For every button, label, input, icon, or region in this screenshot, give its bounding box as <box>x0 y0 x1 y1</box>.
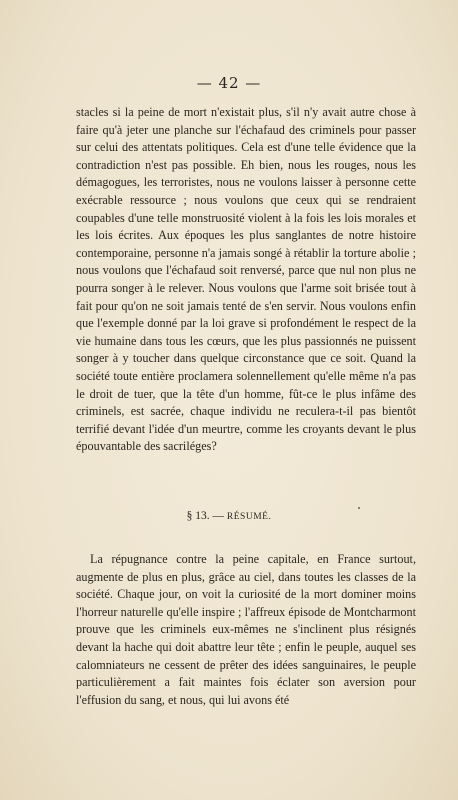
section-number: § 13. — <box>186 510 225 522</box>
ink-speck <box>358 507 360 509</box>
paragraph-resume: La répugnance contre la peine capitale, en France surtout, augmente de plus en plus, grâce au ciel, dans toutes les classes de la société. Chaque jour, on voit la curiosité de la mort dominer moins l'horreur naturelle qu'elle inspire ; l'affreux épisode de Montcharmont prouve que les criminels eux-mêmes ne s'inclinent plus résignés devant la hache qui doit abattre leur tête ; enfin le peuple, auquel ses calomniateurs ne cessent de prêter des idées sanguinaires, le peuple particulièrement a fait maintes fois éclater son aversion pour l'effusion du sang, et nous, qui lui avons été <box>76 552 416 707</box>
section-heading <box>0 510 458 522</box>
paragraph-continuation: stacles si la peine de mort n'existait plus, s'il n'y avait autre chose à faire qu'à jeter une planche sur l'échafaud des criminels pour passer sur celui des attentats politiques. Cela est d'une telle évidence que la contradiction n'est pas possible. Eh bien, nous les rouges, nous les démagogues, les terroristes, nous ne voulons laisser à personne cette exécrable ressource ; nous voulons que ceux qui se rendraient coupables d'une telle monstruosité violent à la fois les lois morales et les lois écrites. Aux époques les plus sanglantes de notre histoire contemporaine, personne n'a jamais songé à rétablir la torture abolie ; nous voulons que l'échafaud soit renversé, parce que nul non plus ne pourra songer à le relever. Nous voulons que l'arme soit brisée tout à fait pour qu'on ne soit jamais tenté de s'en servir. Nous voulons enfin que l'exemple donné par la loi grave si profondément le respect de la vie humaine dans tous les cœurs, que les plus passionnés ne puissent songer à y toucher dans quelque circonstance que ce soit. Quand la société toute entière proclamera solennellement qu'elle même n'a pas le droit de tuer, que la tête d'un homme, fût-ce le plus infâme des criminels, est sacrée, chaque individu ne reculera-t-il pas bientôt terrifié devant l'idée d'un meurtre, comme les croyants devant le plus épouvantable des sacriléges? <box>76 105 416 454</box>
section-title: RÉSUMÉ. <box>226 512 272 522</box>
page-number: — 42 — <box>196 74 262 92</box>
